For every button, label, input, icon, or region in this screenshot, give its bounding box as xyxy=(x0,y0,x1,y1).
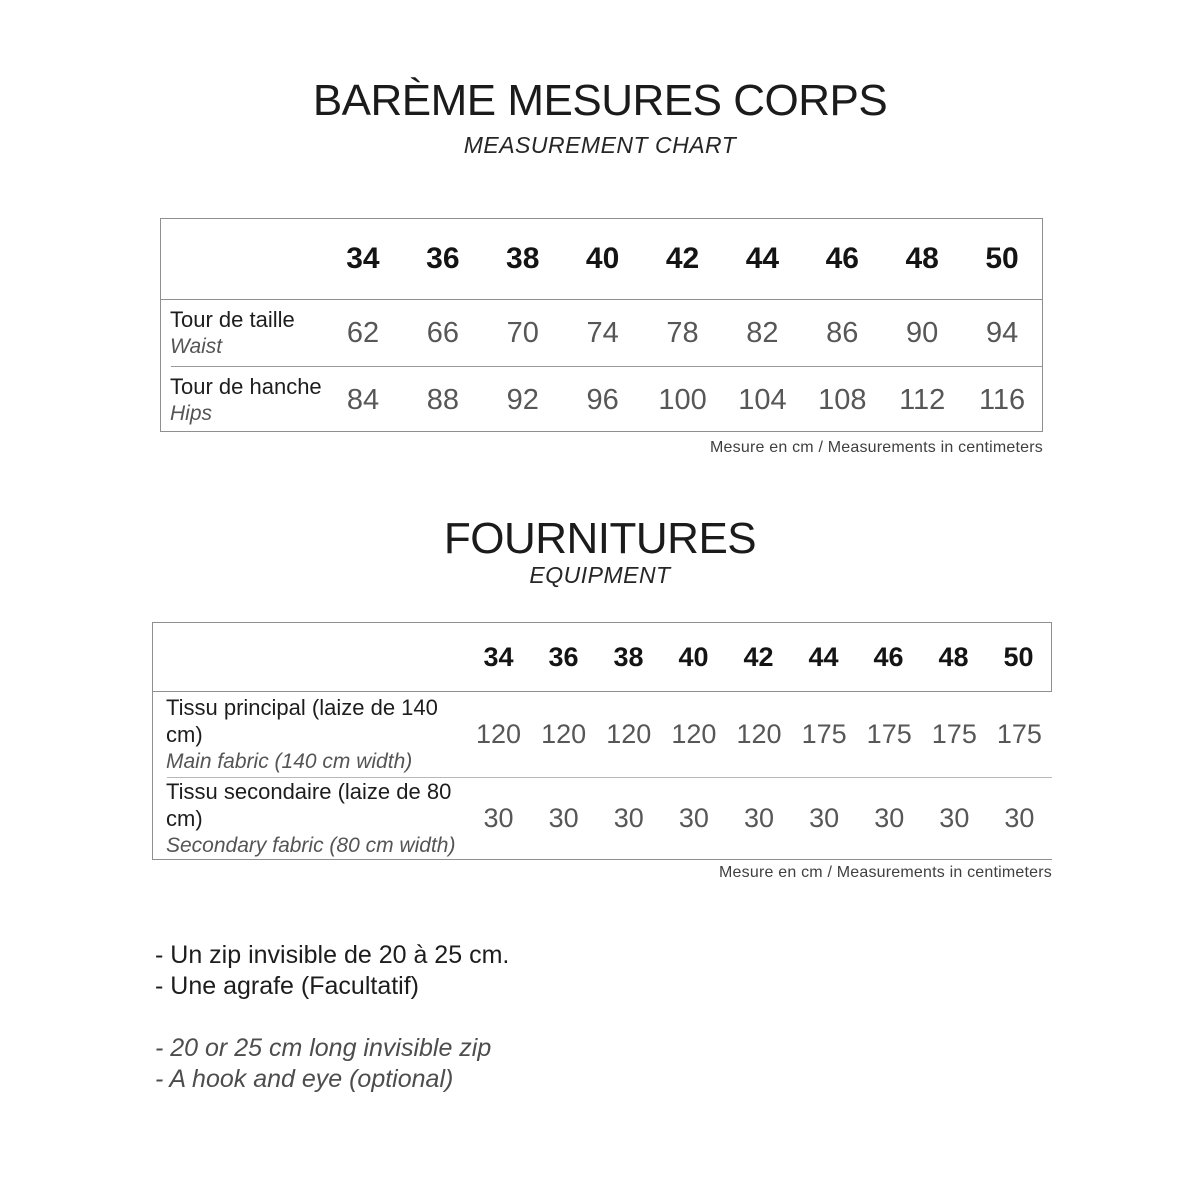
hips-value-cell: 108 xyxy=(818,383,867,416)
secondary-fabric-row-label xyxy=(153,778,466,859)
secondary-fabric-values xyxy=(466,803,1052,834)
hips-label-fr: Tour de hanche xyxy=(170,374,322,400)
supplies-notes-french xyxy=(155,940,509,1002)
secondary-fabric-value-cell: 30 xyxy=(809,803,840,833)
waist-label-en: Waist xyxy=(170,334,223,358)
waist-value-cell: 62 xyxy=(346,316,380,349)
measurement-table-size-header-row xyxy=(161,219,1042,300)
main-fabric-value-cell: 175 xyxy=(801,719,847,749)
hips-row-label xyxy=(161,373,323,427)
hips-label-en: Hips xyxy=(170,401,213,425)
main-fabric-row-label xyxy=(153,694,466,775)
secondary-fabric-label-fr: Tissu secondaire (laize de 80 cm) xyxy=(166,778,452,832)
size-header-cell: 38 xyxy=(506,242,540,275)
main-fabric-value-cell: 120 xyxy=(606,719,652,749)
supplies-notes-english xyxy=(155,1033,491,1095)
size-header-cell: 46 xyxy=(873,641,904,672)
waist-values xyxy=(323,317,1042,350)
waist-value-cell: 90 xyxy=(906,316,939,349)
secondary-fabric-value-cell: 30 xyxy=(743,803,775,833)
secondary-fabric-value-cell: 30 xyxy=(483,803,514,833)
size-header-cell: 50 xyxy=(1003,641,1034,672)
note-zip-en: - 20 or 25 cm long invisible zip xyxy=(155,1034,492,1062)
main-fabric-value-cell: 175 xyxy=(996,719,1042,749)
equipment-title: FOURNITURES xyxy=(443,514,757,563)
hips-value-cell: 84 xyxy=(346,383,380,416)
size-header-cell: 50 xyxy=(985,242,1019,275)
size-header-cell: 46 xyxy=(825,242,859,275)
main-fabric-value-cell: 120 xyxy=(476,719,522,749)
size-header-cell: 40 xyxy=(678,641,709,672)
size-header-cell: 34 xyxy=(346,242,380,275)
secondary-fabric-value-cell: 30 xyxy=(1004,803,1035,833)
hips-value-cell: 92 xyxy=(506,383,539,416)
waist-row-label xyxy=(161,306,323,360)
size-header-cell: 36 xyxy=(548,641,579,672)
size-header-cell: 42 xyxy=(665,242,700,275)
hips-value-cell: 112 xyxy=(899,383,946,416)
size-header-cell: 38 xyxy=(613,641,644,672)
waist-value-cell: 94 xyxy=(985,316,1019,349)
hips-value-cell: 88 xyxy=(426,383,459,416)
main-fabric-value-cell: 120 xyxy=(736,719,782,749)
hips-value-cell: 116 xyxy=(978,383,1026,416)
waist-row xyxy=(161,300,1042,366)
equipment-table xyxy=(152,622,1052,860)
size-header-cell: 44 xyxy=(745,242,780,275)
measurement-table-footnote: Mesure en cm / Measurements in centimeters xyxy=(710,439,1043,456)
hips-value-cell: 100 xyxy=(658,383,707,416)
waist-value-cell: 74 xyxy=(586,316,619,349)
equipment-subtitle: EQUIPMENT xyxy=(529,562,671,588)
secondary-fabric-value-cell: 30 xyxy=(613,803,644,833)
main-fabric-value-cell: 175 xyxy=(866,719,912,749)
main-fabric-label-fr: Tissu principal (laize de 140 cm) xyxy=(166,694,438,748)
measurement-chart-title: BARÈME MESURES CORPS xyxy=(312,76,888,125)
secondary-fabric-row xyxy=(153,778,1052,859)
main-fabric-value-cell: 120 xyxy=(671,719,717,749)
waist-value-cell: 66 xyxy=(426,316,459,349)
size-header-cell: 48 xyxy=(905,242,939,275)
secondary-fabric-value-cell: 30 xyxy=(548,803,579,833)
hips-value-cell: 96 xyxy=(586,383,619,416)
equipment-table-size-header-row xyxy=(153,622,1052,692)
waist-value-cell: 70 xyxy=(506,316,539,349)
measurement-table xyxy=(160,218,1043,432)
waist-value-cell: 82 xyxy=(746,316,779,349)
main-fabric-value-cell: 120 xyxy=(541,719,587,749)
secondary-fabric-value-cell: 30 xyxy=(874,803,905,833)
size-header-cell: 44 xyxy=(808,641,839,672)
waist-value-cell: 86 xyxy=(826,316,859,349)
equipment-table-footnote: Mesure en cm / Measurements in centimeters xyxy=(719,864,1052,881)
secondary-fabric-value-cell: 30 xyxy=(939,803,970,833)
waist-value-cell: 78 xyxy=(666,316,699,349)
main-fabric-values xyxy=(466,719,1052,750)
size-header-cell: 40 xyxy=(585,242,620,275)
size-header-cell: 48 xyxy=(938,641,969,672)
hips-value-cell: 104 xyxy=(738,383,787,416)
note-zip-fr: - Un zip invisible de 20 à 25 cm. xyxy=(155,941,510,969)
size-header-cell: 36 xyxy=(426,242,460,275)
note-hook-fr: - Une agrafe (Facultatif) xyxy=(155,972,419,1000)
hips-row xyxy=(161,367,1042,433)
equipment-table-size-headers xyxy=(466,642,1051,673)
measurement-chart-subtitle: MEASUREMENT CHART xyxy=(463,132,737,158)
waist-label-fr: Tour de taille xyxy=(170,307,295,333)
note-hook-en: - A hook and eye (optional) xyxy=(155,1065,454,1093)
main-fabric-value-cell: 175 xyxy=(931,719,977,749)
secondary-fabric-label-en: Secondary fabric (80 cm width) xyxy=(166,833,456,857)
size-header-cell: 42 xyxy=(743,641,774,672)
measurement-table-size-headers xyxy=(323,242,1042,276)
main-fabric-row xyxy=(153,692,1052,777)
secondary-fabric-value-cell: 30 xyxy=(678,803,709,833)
hips-values xyxy=(323,384,1042,417)
size-header-cell: 34 xyxy=(483,641,514,672)
main-fabric-label-en: Main fabric (140 cm width) xyxy=(166,749,413,773)
